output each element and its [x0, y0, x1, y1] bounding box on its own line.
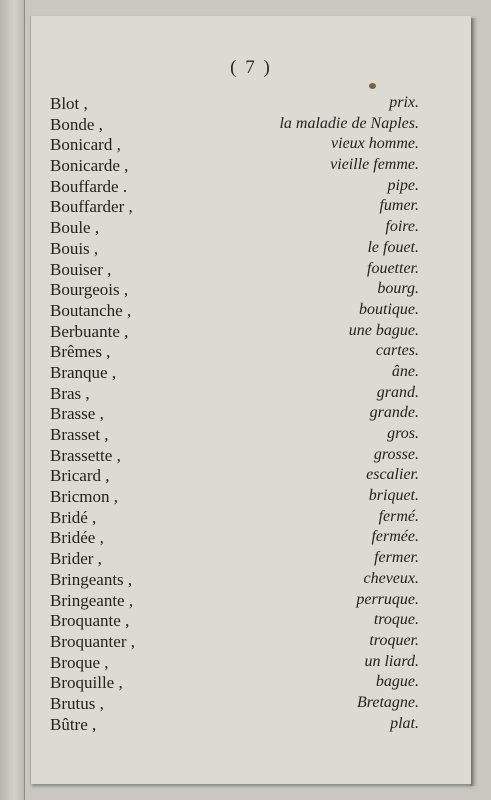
entry-gloss: briquet. — [368, 487, 419, 505]
glossary-entry — [31, 404, 471, 425]
entry-term: Boule , — [50, 218, 100, 238]
glossary-entry — [31, 177, 471, 198]
glossary-entry — [31, 384, 471, 405]
entry-term: Brassette , — [50, 445, 121, 465]
glossary-entry — [31, 94, 471, 115]
glossary-entry — [31, 446, 471, 467]
entry-gloss: le fouet. — [367, 238, 419, 256]
entry-term: Boutanche , — [50, 300, 132, 320]
glossary-entry — [31, 653, 471, 674]
glossary-entry — [31, 425, 471, 446]
entry-gloss: la maladie de Naples. — [279, 114, 419, 132]
glossary-entry — [31, 301, 471, 322]
entry-term: Bricard , — [50, 466, 110, 486]
entry-gloss: troque. — [373, 611, 419, 629]
glossary-entry — [31, 218, 471, 239]
glossary-entry — [31, 487, 471, 508]
entry-term: Blot , — [50, 94, 88, 113]
entry-term: Bûtre , — [50, 714, 97, 734]
entry-gloss: bourg. — [377, 280, 419, 298]
glossary-entry — [31, 363, 471, 384]
entry-term: Bouiser , — [50, 259, 112, 279]
glossary-entry — [31, 342, 471, 363]
glossary-entry — [31, 156, 471, 177]
entry-gloss: fouetter. — [367, 259, 419, 277]
entry-gloss: vieux homme. — [331, 135, 419, 153]
entry-term: Bricmon , — [50, 487, 118, 507]
entry-gloss: cheveux. — [363, 569, 419, 587]
entry-term: Broquanter , — [50, 631, 135, 651]
entry-gloss: bague. — [375, 673, 419, 691]
page-number: ( 7 ) — [230, 57, 272, 78]
entry-term: Bourgeois , — [50, 280, 129, 300]
entry-term: Broquante , — [50, 611, 130, 631]
glossary-entry — [31, 528, 471, 549]
entry-term: Brasset , — [50, 425, 109, 444]
ink-speck — [369, 83, 376, 89]
entry-term: Bouffarder , — [50, 197, 133, 217]
entry-gloss: grande. — [369, 404, 419, 422]
entry-gloss: pipe. — [387, 176, 419, 194]
entry-term: Bridé , — [50, 507, 97, 527]
entry-gloss: perruque. — [356, 590, 419, 608]
entry-term: Bonde , — [50, 114, 103, 134]
entry-term: Bonicarde , — [50, 156, 129, 176]
entry-term: Broquille , — [50, 673, 123, 693]
entry-term: Berbuante , — [50, 321, 129, 341]
entry-term: Bonicard , — [50, 135, 121, 155]
entry-gloss: cartes. — [375, 342, 419, 360]
glossary-entry — [31, 570, 471, 591]
glossary-entry — [31, 197, 471, 218]
entry-gloss: prix. — [389, 94, 419, 111]
entry-gloss: âne. — [391, 362, 419, 380]
book-page — [30, 16, 471, 784]
entry-term: Bridée , — [50, 528, 104, 548]
entry-gloss: troquer. — [369, 631, 419, 649]
entry-gloss: foire. — [385, 218, 419, 236]
entry-gloss: fermée. — [371, 528, 419, 546]
entry-gloss: grosse. — [373, 445, 419, 463]
glossary-entry — [31, 508, 471, 529]
glossary-entry — [31, 466, 471, 487]
entry-gloss: grand. — [376, 383, 419, 401]
entry-term: Brutus , — [50, 693, 104, 713]
entry-gloss: boutique. — [359, 300, 419, 318]
glossary-entry — [31, 135, 471, 156]
entry-term: Broque , — [50, 652, 109, 672]
facing-page-edge — [0, 0, 25, 800]
entry-term: Bringeante , — [50, 590, 134, 610]
entry-gloss: fermé. — [378, 507, 419, 525]
entry-gloss: vieille femme. — [330, 156, 419, 174]
entry-gloss: plat. — [390, 714, 419, 732]
entry-term: Bouis , — [50, 238, 99, 258]
page-edge-shadow — [470, 18, 478, 786]
entry-term: Bouffarde . — [50, 176, 128, 196]
glossary-entry — [31, 115, 471, 136]
entry-gloss: gros. — [387, 425, 419, 442]
glossary-list — [31, 94, 471, 735]
entry-term: Bras , — [50, 383, 90, 403]
glossary-entry — [31, 715, 471, 736]
entry-term: Brasse , — [50, 404, 104, 424]
glossary-entry — [31, 280, 471, 301]
glossary-entry — [31, 611, 471, 632]
entry-gloss: fumer. — [379, 197, 419, 215]
entry-term: Brider , — [50, 549, 102, 569]
entry-gloss: Bretagne. — [356, 693, 419, 711]
entry-term: Bringeants , — [50, 569, 133, 589]
entry-term: Brêmes , — [50, 342, 111, 362]
entry-gloss: fermer. — [374, 549, 419, 567]
glossary-entry — [31, 260, 471, 281]
entry-term: Branque , — [50, 362, 117, 382]
glossary-entry — [31, 239, 471, 260]
glossary-entry — [31, 549, 471, 570]
entry-gloss: une bague. — [348, 321, 419, 339]
entry-gloss: escalier. — [366, 466, 419, 484]
glossary-entry — [31, 591, 471, 612]
glossary-entry — [31, 322, 471, 343]
glossary-entry — [31, 694, 471, 715]
glossary-entry — [31, 632, 471, 653]
entry-gloss: un liard. — [364, 652, 419, 670]
glossary-entry — [31, 673, 471, 694]
